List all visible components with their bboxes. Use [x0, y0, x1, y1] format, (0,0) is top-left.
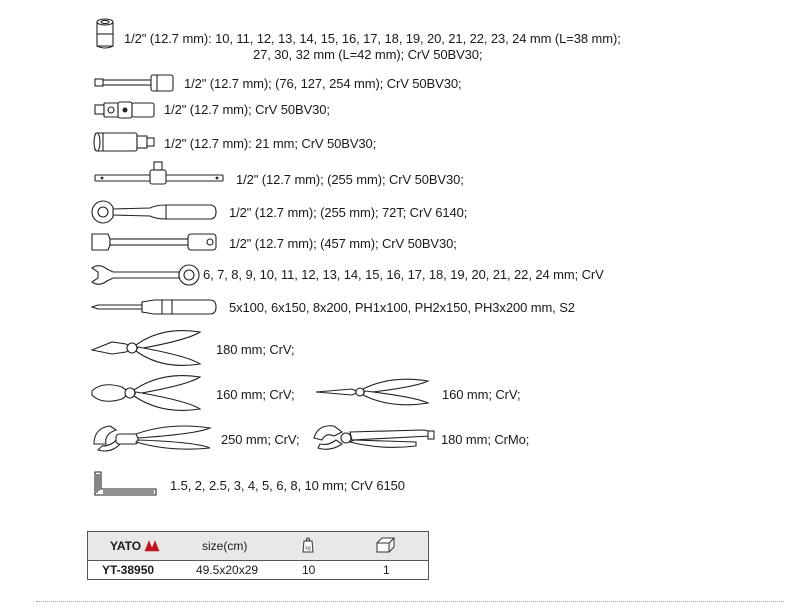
brand-logo	[110, 539, 160, 555]
extension-bar-icon	[95, 72, 175, 94]
item-5-text: 1/2" (12.7 mm); (255 mm); CrV 50BV30;	[236, 172, 464, 187]
carton-box-icon	[376, 537, 396, 556]
sliding-t-bar-icon	[95, 160, 225, 186]
breaker-bar-icon	[90, 231, 220, 253]
package-quantity: 1	[383, 563, 390, 577]
socket-icon	[94, 18, 116, 52]
size-header: size(cm)	[202, 539, 248, 553]
item-3-text: 1/2" (12.7 mm); CrV 50BV30;	[164, 102, 330, 117]
item-7-text: 1/2" (12.7 mm); (457 mm); CrV 50BV30;	[229, 236, 457, 251]
spark-plug-socket-icon	[95, 131, 155, 153]
universal-joint-icon	[95, 99, 157, 121]
bottom-divider	[36, 601, 784, 602]
screwdriver-icon	[92, 296, 218, 318]
item-6-text: 1/2" (12.7 mm); (255 mm); 72T; CrV 6140;	[229, 205, 468, 220]
product-code: YT-38950	[102, 563, 155, 577]
diagonal-cutter-icon	[92, 373, 204, 413]
brand-name: YATO	[110, 539, 142, 553]
item-15-text: 1.5, 2, 2.5, 3, 4, 5, 6, 8, 10 mm; CrV 6150	[170, 478, 405, 493]
water-pump-pliers-icon	[92, 418, 212, 458]
item-9-text: 5x100, 6x150, 8x200, PH1x100, PH2x150, PH3x200 mm, S2	[229, 300, 575, 315]
package-weight: 10	[302, 563, 316, 577]
hex-key-icon	[94, 471, 160, 497]
item-13-text: 250 mm; CrV;	[221, 432, 300, 447]
item-4-text: 1/2" (12.7 mm): 21 mm; CrV 50BV30;	[164, 136, 377, 151]
item-2-text: 1/2" (12.7 mm); (76, 127, 254 mm); CrV 50BV30;	[184, 76, 462, 91]
item-10-text: 180 mm; CrV;	[216, 342, 295, 357]
item-8-text: 6, 7, 8, 9, 10, 11, 12, 13, 14, 15, 16, 17, 18, 19, 20, 21, 22, 24 mm; CrV	[203, 267, 604, 282]
item-1-line-1: 1/2" (12.7 mm): 10, 11, 12, 13, 14, 15, 16, 17, 18, 19, 20, 21, 22, 23, 24 mm (L=38 mm);	[124, 31, 621, 46]
combination-pliers-icon	[92, 328, 204, 368]
weight-icon-label: kg	[305, 545, 311, 552]
item-11-text: 160 mm; CrV;	[216, 387, 295, 402]
weight-kg-icon	[302, 537, 314, 556]
item-12-text: 160 mm; CrV;	[442, 387, 521, 402]
item-1-line-2: 27, 30, 32 mm (L=42 mm); CrV 50BV30;	[253, 47, 483, 62]
locking-pliers-icon	[312, 418, 436, 458]
brand-logo-icon	[144, 540, 160, 555]
ratchet-handle-icon	[90, 200, 218, 224]
long-nose-pliers-icon	[316, 376, 432, 408]
package-size: 49.5x20x29	[196, 563, 259, 577]
item-14-text: 180 mm; CrMo;	[441, 432, 530, 447]
spec-table	[87, 531, 429, 580]
combination-wrench-icon	[91, 264, 201, 286]
